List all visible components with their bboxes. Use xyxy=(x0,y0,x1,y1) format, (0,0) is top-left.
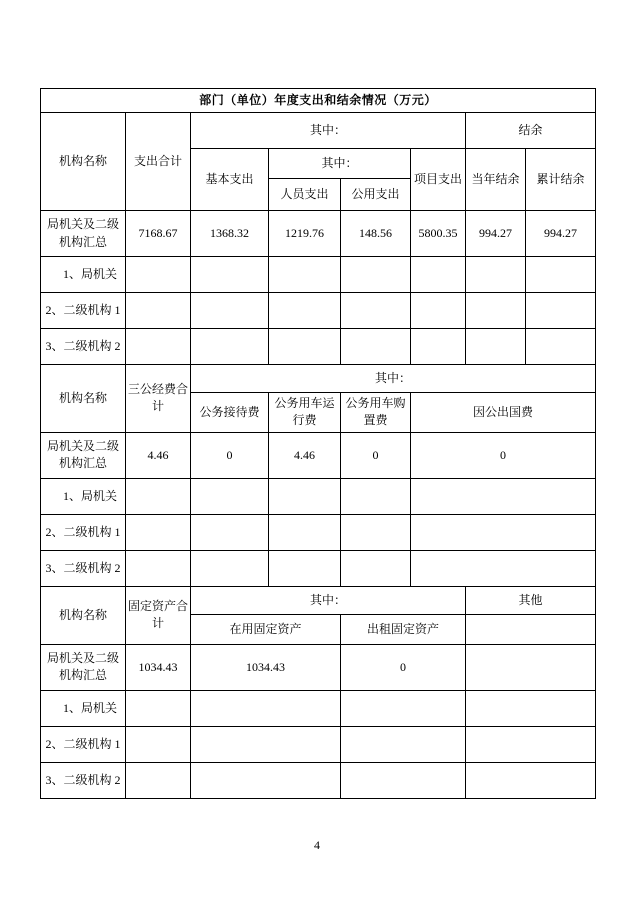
col-header-current-balance: 当年结余 xyxy=(466,149,526,211)
table-row xyxy=(41,644,596,690)
col-header-among-1: 其中： xyxy=(191,113,466,149)
col-header-public-expense: 公用支出 xyxy=(341,179,411,211)
table-row xyxy=(41,211,596,257)
col-header-balance: 结余 xyxy=(466,113,596,149)
cell-value xyxy=(341,329,411,365)
cell-value xyxy=(526,257,596,293)
table-row xyxy=(41,432,596,478)
cell-value xyxy=(191,329,269,365)
cell-value xyxy=(191,762,341,798)
cell-value xyxy=(466,762,596,798)
page-number: 4 xyxy=(314,838,320,852)
table-title-row xyxy=(41,89,596,113)
col-header-org-name: 机构名称 xyxy=(41,586,126,644)
row-label: 局机关及二级机构汇总 xyxy=(41,211,126,257)
col-header-personnel-expense: 人员支出 xyxy=(269,179,341,211)
col-header-among-3: 其中： xyxy=(191,365,596,393)
row-label: 局机关及二级机构汇总 xyxy=(41,644,126,690)
cell-value xyxy=(341,726,466,762)
s1-header-row-1 xyxy=(41,113,596,149)
cell-value xyxy=(191,690,341,726)
cell-value xyxy=(466,257,526,293)
table-row xyxy=(41,726,596,762)
cell-value xyxy=(341,690,466,726)
cell-value xyxy=(466,329,526,365)
table-title: 部门（单位）年度支出和结余情况（万元） xyxy=(41,89,596,113)
cell-value xyxy=(341,550,411,586)
cell-value xyxy=(191,257,269,293)
row-label: 2、二级机构 1 xyxy=(41,514,126,550)
col-header-project-expense: 项目支出 xyxy=(411,149,466,211)
table-row xyxy=(41,690,596,726)
cell-value xyxy=(466,644,596,690)
col-header-among-2: 其中： xyxy=(269,149,411,179)
cell-value: 0 xyxy=(341,432,411,478)
s3-header-row-1 xyxy=(41,586,596,614)
table-row xyxy=(41,478,596,514)
table-row xyxy=(41,550,596,586)
cell-value xyxy=(341,762,466,798)
col-header-basic-expense: 基本支出 xyxy=(191,149,269,211)
cell-value xyxy=(269,293,341,329)
table-row xyxy=(41,762,596,798)
cell-value xyxy=(126,478,191,514)
cell-value xyxy=(341,514,411,550)
col-header-among-4: 其中： xyxy=(191,586,466,614)
s2-header-row-1 xyxy=(41,365,596,393)
cell-value xyxy=(191,514,269,550)
table-row xyxy=(41,329,596,365)
cell-value: 1219.76 xyxy=(269,211,341,257)
cell-value xyxy=(411,257,466,293)
col-header-official-reception: 公务接待费 xyxy=(191,393,269,433)
cell-value xyxy=(466,293,526,329)
cell-value xyxy=(526,329,596,365)
col-header-fixed-assets-total: 固定资产合计 xyxy=(126,586,191,644)
cell-value xyxy=(126,550,191,586)
col-header-cumulative-balance: 累计结余 xyxy=(526,149,596,211)
col-header-vehicle-operation: 公务用车运行费 xyxy=(269,393,341,433)
col-header-org-name: 机构名称 xyxy=(41,365,126,433)
cell-value xyxy=(269,329,341,365)
row-label: 3、二级机构 2 xyxy=(41,550,126,586)
col-header-assets-rented: 出租固定资产 xyxy=(341,614,466,644)
cell-value xyxy=(341,293,411,329)
cell-value: 0 xyxy=(191,432,269,478)
cell-value xyxy=(411,550,596,586)
col-header-other: 其他 xyxy=(466,586,596,614)
cell-value: 1034.43 xyxy=(126,644,191,690)
row-label: 1、局机关 xyxy=(41,478,126,514)
cell-value xyxy=(341,478,411,514)
table-row xyxy=(41,257,596,293)
cell-value: 4.46 xyxy=(269,432,341,478)
col-header-expense-total: 支出合计 xyxy=(126,113,191,211)
cell-value: 148.56 xyxy=(341,211,411,257)
col-header-org-name: 机构名称 xyxy=(41,113,126,211)
col-header-vehicle-purchase: 公务用车购置费 xyxy=(341,393,411,433)
cell-value xyxy=(411,329,466,365)
cell-value: 994.27 xyxy=(526,211,596,257)
cell-value: 1034.43 xyxy=(191,644,341,690)
cell-value xyxy=(269,514,341,550)
cell-value xyxy=(191,293,269,329)
cell-value xyxy=(341,257,411,293)
col-header-abroad-expense: 因公出国费 xyxy=(411,393,596,433)
cell-value: 5800.35 xyxy=(411,211,466,257)
row-label: 3、二级机构 2 xyxy=(41,762,126,798)
table-row xyxy=(41,293,596,329)
cell-value xyxy=(126,514,191,550)
row-label: 2、二级机构 1 xyxy=(41,726,126,762)
row-label: 1、局机关 xyxy=(41,257,126,293)
cell-value xyxy=(126,329,191,365)
cell-value xyxy=(191,550,269,586)
col-header-three-public-total: 三公经费合计 xyxy=(126,365,191,433)
col-header-assets-in-use: 在用固定资产 xyxy=(191,614,341,644)
cell-value xyxy=(126,257,191,293)
row-label: 局机关及二级机构汇总 xyxy=(41,432,126,478)
table-row xyxy=(41,514,596,550)
cell-value: 4.46 xyxy=(126,432,191,478)
row-label: 1、局机关 xyxy=(41,690,126,726)
cell-value: 1368.32 xyxy=(191,211,269,257)
cell-value xyxy=(126,293,191,329)
cell-value xyxy=(466,726,596,762)
row-label: 3、二级机构 2 xyxy=(41,329,126,365)
row-label: 2、二级机构 1 xyxy=(41,293,126,329)
cell-value: 0 xyxy=(411,432,596,478)
cell-value: 0 xyxy=(341,644,466,690)
cell-value xyxy=(126,726,191,762)
cell-value xyxy=(269,478,341,514)
cell-value xyxy=(191,478,269,514)
cell-value xyxy=(411,514,596,550)
cell-value: 7168.67 xyxy=(126,211,191,257)
budget-expenditure-table xyxy=(40,88,596,799)
cell-value xyxy=(411,478,596,514)
col-header-other-sub xyxy=(466,614,596,644)
cell-value xyxy=(269,550,341,586)
cell-value xyxy=(411,293,466,329)
cell-value xyxy=(466,690,596,726)
cell-value: 994.27 xyxy=(466,211,526,257)
cell-value xyxy=(191,726,341,762)
cell-value xyxy=(126,762,191,798)
cell-value xyxy=(269,257,341,293)
cell-value xyxy=(526,293,596,329)
cell-value xyxy=(126,690,191,726)
